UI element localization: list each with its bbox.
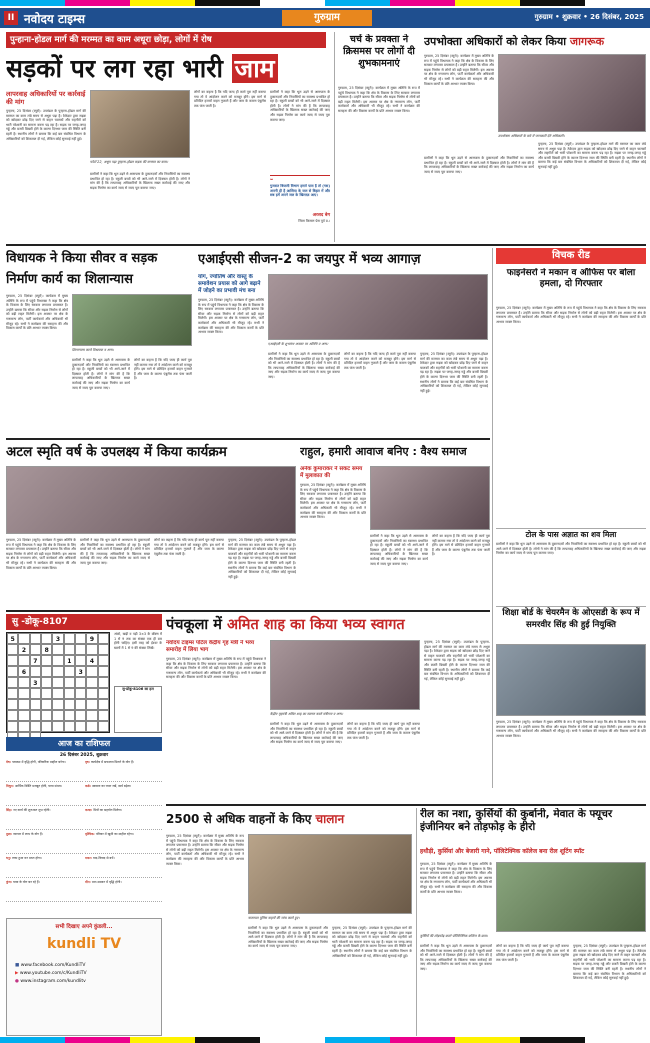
rashifal-sign-text: व्यापार में लाभ के योग हैं। bbox=[13, 832, 43, 836]
story9-body-col1: गुरुग्राम, 25 दिसंबर (ब्यूरो): कार्यक्रम में मुख्य अतिथि के रूप में पहुंचे विधायक ने कहा कि क्षेत्र के विकास के लिए सरकार लगातार प्रयासरत है। उन्होंने बताया कि सीवर और सड़क निर्माण से लोगों को बड़ी राहत मिलेगी। इस अवसर पर क्षेत्र के गणमान्य लोग, पार्टी कार्यकर्ता और अधिकारी भी मौजूद रहे। सभी ने कार्यक्रम की सराहना की और विकास कार्यों के प्रति आभार व्यक्त किया। bbox=[166, 657, 266, 680]
ad-link-facebook[interactable] bbox=[15, 962, 161, 970]
story7-photo bbox=[370, 466, 490, 530]
sudoku-cell bbox=[98, 633, 109, 644]
rashifal-sign-name: सिंह: bbox=[6, 808, 14, 812]
sudoku-cell bbox=[18, 688, 29, 699]
sudoku-cell bbox=[98, 721, 109, 732]
sudoku-cell: 1 bbox=[64, 655, 75, 666]
sudoku-cell bbox=[18, 710, 29, 721]
story3-photo-caption: उपभोक्ता अधिकारों के बारे में जानकारी देते अधिकारी। bbox=[498, 134, 565, 138]
sudoku-cell bbox=[7, 710, 18, 721]
story5-subhead: योग, ज्योतिष और वास्तु के समावेशन प्रयास को आगे बढ़ाने में जोड़ने का प्रभावी मंच बना bbox=[198, 274, 261, 294]
rashifal-sign-text: वाद-विवाद से बचें। bbox=[93, 856, 115, 860]
rashifal-sign-name: तुला: bbox=[6, 832, 14, 836]
sudoku-cell bbox=[98, 710, 109, 721]
story2-headline: चर्च के प्रवक्ता ने क्रिसमस पर लोगों दी शुभकामनाएं bbox=[343, 34, 415, 69]
sudoku-cell bbox=[7, 721, 18, 732]
story1-body-col4: ग्रामीणों ने कहा कि धूल उड़ने से आसपास के दुकानदारों और निवासियों का स्वास्थ्य प्रभावित हो रहा है। स्कूली बच्चों को भी आने-जाने में दिक्कत होती है। लोगों ने मांग की है कि लापरवाह अधिकारियों के खिलाफ सख्त कार्रवाई की जाए और सड़क निर्माण का कार्य जल्द से जल्द पूरा कराया जाए। bbox=[270, 90, 330, 122]
story8-body: गुरुग्राम, 25 दिसंबर (ब्यूरो): कार्यक्रम में मुख्य अतिथि के रूप में पहुंचे विधायक ने कहा कि क्षेत्र के विकास के लिए सरकार लगातार प्रयासरत है। उन्होंने बताया कि सीवर और सड़क निर्माण से लोगों को बड़ी राहत मिलेगी। इस अवसर पर क्षेत्र के गणमान्य लोग, पार्टी कार्यकर्ता और अधिकारी भी मौजूद रहे। सभी ने कार्यक्रम की सराहना की और विकास कार्यों के प्रति आभार व्यक्त किया। bbox=[496, 720, 646, 738]
story10-body-col3: पुन्हाना, 25 दिसंबर (ब्यूरो): उपमंडल के पुन्हाना-होडल मार्ग की मरम्मत का काम लंबे समय से अधूरा पड़ा है। ठेकेदार द्वारा सड़क को खोदकर छोड़ दिए जाने से वाहन चालकों और राहगीरों को भारी परेशानी का सामना करना पड़ रहा है। सड़क पर जगह-जगह गड्ढे और बजरी बिखरी होने के कारण दिनभर जाम की स्थिति बनी रहती है। स्थानीय लोगों ने बताया कि कई बार संबंधित विभाग के अधिकारियों को शिकायत दी गई, लेकिन कोई सुनवाई नहीं हुई। bbox=[332, 926, 412, 958]
rashifal-sign bbox=[6, 784, 83, 806]
story5-photo bbox=[268, 274, 488, 340]
youtube-icon: ▶ bbox=[15, 971, 19, 976]
sudoku-cell bbox=[64, 666, 75, 677]
col-divider-bottom bbox=[416, 808, 417, 1036]
sudoku-cell bbox=[86, 710, 97, 721]
rashifal-sign-name: कुंभ: bbox=[6, 880, 14, 884]
sudoku-cell bbox=[75, 633, 86, 644]
masthead-bar bbox=[0, 8, 650, 28]
ad-brand-logo: kundli TV bbox=[46, 936, 122, 952]
sudoku-cell bbox=[7, 644, 18, 655]
facebook-icon: ■ bbox=[15, 963, 20, 968]
sudoku-cell bbox=[18, 699, 29, 710]
story9-body-col2: ग्रामीणों ने कहा कि धूल उड़ने से आसपास के दुकानदारों और निवासियों का स्वास्थ्य प्रभावित हो रहा है। स्कूली बच्चों को भी आने-जाने में दिक्कत होती है। लोगों ने मांग की है कि लापरवाह अधिकारियों के खिलाफ सख्त कार्रवाई की जाए और सड़क निर्माण का कार्य जल्द से जल्द पूरा कराया जाए। bbox=[270, 722, 343, 745]
story11-body-col1: गुरुग्राम, 25 दिसंबर (ब्यूरो): कार्यक्रम में मुख्य अतिथि के रूप में पहुंचे विधायक ने कहा कि क्षेत्र के विकास के लिए सरकार लगातार प्रयासरत है। उन्होंने बताया कि सीवर और सड़क निर्माण से लोगों को बड़ी राहत मिलेगी। इस अवसर पर क्षेत्र के गणमान्य लोग, पार्टी कार्यकर्ता और अधिकारी भी मौजूद रहे। सभी ने कार्यक्रम की सराहना की और विकास कार्यों के प्रति आभार व्यक्त किया। bbox=[420, 862, 492, 894]
row-divider-2 bbox=[6, 438, 490, 440]
rashifal-sign bbox=[6, 760, 83, 782]
col-divider bbox=[334, 32, 335, 242]
story10-body-col2: ग्रामीणों ने कहा कि धूल उड़ने से आसपास के दुकानदारों और निवासियों का स्वास्थ्य प्रभावित हो रहा है। स्कूली बच्चों को भी आने-जाने में दिक्कत होती है। लोगों ने मांग की है कि लापरवाह अधिकारियों के खिलाफ सख्त कार्रवाई की जाए और सड़क निर्माण का कार्य जल्द से जल्द पूरा कराया जाए। bbox=[248, 926, 328, 949]
story10-headline-main: 2500 से अधिक वाहनों के किए bbox=[166, 812, 316, 826]
sudoku-cell bbox=[98, 644, 109, 655]
rashifal-sign-text: मान-सम्मान में वृद्धि होगी। bbox=[91, 880, 122, 884]
sudoku-title: सु -डोकू-8107 bbox=[6, 614, 162, 630]
sudoku-cell bbox=[18, 677, 29, 688]
rashifal-sign-name: धनु: bbox=[6, 856, 13, 860]
rashifal-sign-name: मीन: bbox=[85, 880, 92, 884]
story9-headline bbox=[166, 614, 490, 636]
story6-headline: अटल स्मृति वर्ष के उपलक्ष्य में किया कार्यक्रम bbox=[6, 444, 227, 460]
col-divider-right bbox=[492, 248, 493, 788]
sudoku-cell bbox=[86, 644, 97, 655]
sudoku-cell: 3 bbox=[75, 666, 86, 677]
story3-headline bbox=[424, 34, 646, 50]
story5-photo-caption: एआईएसी के शुभारंभ अवसर पर अतिथि व अन्य। bbox=[268, 342, 329, 346]
story10-body-col1: गुरुग्राम, 25 दिसंबर (ब्यूरो): कार्यक्रम में मुख्य अतिथि के रूप में पहुंचे विधायक ने कहा कि क्षेत्र के विकास के लिए सरकार लगातार प्रयासरत है। उन्होंने बताया कि सीवर और सड़क निर्माण से लोगों को बड़ी राहत मिलेगी। इस अवसर पर क्षेत्र के गणमान्य लोग, पार्टी कार्यकर्ता और अधिकारी भी मौजूद रहे। सभी ने कार्यक्रम की सराहना की और विकास कार्यों के प्रति आभार व्यक्त किया। bbox=[166, 834, 244, 866]
sudoku-cell bbox=[7, 688, 18, 699]
rashifal-sign-text: यात्रा के योग बन रहे हैं। bbox=[13, 880, 40, 884]
sudoku-cell bbox=[98, 655, 109, 666]
rashifal-date: 26 दिसंबर 2025, शुक्रवार bbox=[59, 753, 109, 758]
story1-quote-box bbox=[270, 175, 330, 237]
sudoku-cell bbox=[98, 666, 109, 677]
rashifal-sign bbox=[6, 832, 83, 854]
story1-body-col2: ग्रामीणों ने कहा कि धूल उड़ने से आसपास के दुकानदारों और निवासियों का स्वास्थ्य प्रभावित हो रहा है। स्कूली बच्चों को भी आने-जाने में दिक्कत होती है। लोगों ने मांग की है कि लापरवाह अधिकारियों के खिलाफ सख्त कार्रवाई की जाए और सड़क निर्माण का कार्य जल्द से जल्द पूरा कराया जाए। bbox=[90, 172, 190, 190]
story3-body-col3: पुन्हाना, 25 दिसंबर (ब्यूरो): उपमंडल के पुन्हाना-होडल मार्ग की मरम्मत का काम लंबे समय से अधूरा पड़ा है। ठेकेदार द्वारा सड़क को खोदकर छोड़ दिए जाने से वाहन चालकों और राहगीरों को भारी परेशानी का सामना करना पड़ रहा है। सड़क पर जगह-जगह गड्ढे और बजरी बिखरी होने के कारण दिनभर जाम की स्थिति बनी रहती है। स्थानीय लोगों ने बताया कि कई बार संबंधित विभाग के अधिकारियों को शिकायत दी गई, लेकिन कोई सुनवाई नहीं हुई। bbox=[538, 142, 646, 169]
sudoku-cell: 5 bbox=[7, 633, 18, 644]
story4-headline: विधायक ने किया सीवर व सड़क निर्माण कार्य का शिलान्यास bbox=[6, 251, 158, 287]
story11-body-col3: लोगों का कहना है कि यदि जल्द ही कार्य पूरा नहीं कराया गया तो वे आंदोलन करने को मजबूर होंगे। इस मार्ग से प्रतिदिन हजारों वाहन गुजरते हैं और जाम के कारण एंबुलेंस तक फंस जाती है। bbox=[496, 944, 569, 962]
sudoku-cell bbox=[18, 633, 29, 644]
story6-body-col3: लोगों का कहना है कि यदि जल्द ही कार्य पूरा नहीं कराया गया तो वे आंदोलन करने को मजबूर होंगे। इस मार्ग से प्रतिदिन हजारों वाहन गुजरते हैं और जाम के कारण एंबुलेंस तक फंस जाती है। bbox=[154, 538, 224, 556]
story1-quote-role: जिला किसान प्रेस पूर्व प्र.। bbox=[298, 219, 330, 223]
instagram-icon: ● bbox=[15, 979, 19, 984]
sudoku-cell bbox=[41, 699, 52, 710]
ad-links bbox=[7, 962, 161, 986]
sudoku-cell bbox=[30, 666, 41, 677]
story10-headline bbox=[166, 808, 412, 830]
sudoku-cell: 3 bbox=[30, 677, 41, 688]
story3-body-col1: गुरुग्राम, 25 दिसंबर (ब्यूरो): कार्यक्रम में मुख्य अतिथि के रूप में पहुंचे विधायक ने कहा कि क्षेत्र के विकास के लिए सरकार लगातार प्रयासरत है। उन्होंने बताया कि सीवर और सड़क निर्माण से लोगों को बड़ी राहत मिलेगी। इस अवसर पर क्षेत्र के गणमान्य लोग, पार्टी कार्यकर्ता और अधिकारी भी मौजूद रहे। सभी ने कार्यक्रम की सराहना की और विकास कार्यों के प्रति आभार व्यक्त किया। bbox=[424, 54, 494, 86]
row-divider-3 bbox=[6, 610, 490, 612]
rashifal-sign bbox=[6, 880, 83, 902]
rashifal-sign bbox=[85, 784, 162, 806]
quote-mark-icon: ❝ bbox=[270, 178, 273, 184]
sudoku-cell bbox=[64, 710, 75, 721]
sudoku-cell bbox=[86, 721, 97, 732]
sudoku-cell bbox=[41, 655, 52, 666]
vichak-sub-body: ग्रामीणों ने कहा कि धूल उड़ने से आसपास के दुकानदारों और निवासियों का स्वास्थ्य प्रभावित हो रहा है। स्कूली बच्चों को भी आने-जाने में दिक्कत होती है। लोगों ने मांग की है कि लापरवाह अधिकारियों के खिलाफ सख्त कार्रवाई की जाए और सड़क निर्माण का कार्य जल्द से जल्द पूरा कराया जाए। bbox=[496, 542, 646, 556]
story5-headline: एआईएसी सीजन-2 का जयपुर में भव्य आगाज़ bbox=[198, 252, 421, 267]
story4-photo-caption: शिलान्यास करते विधायक व अन्य। bbox=[72, 348, 114, 352]
ad-link-youtube[interactable] bbox=[15, 970, 161, 978]
story9-subhead: नवोदय टाइम्स पोर्टल केंद्रीय गृह मंत्री ने भव्य समारोह में लिया भाग bbox=[166, 640, 255, 653]
vichak-sub-headline: टोल के पास अज्ञात का शव मिला bbox=[496, 528, 646, 540]
story7-left-col bbox=[300, 466, 366, 606]
sudoku-grid bbox=[6, 632, 110, 733]
sudoku-cell bbox=[64, 699, 75, 710]
sudoku-cell bbox=[75, 677, 86, 688]
sudoku-cell bbox=[86, 699, 97, 710]
sudoku-cell: 9 bbox=[86, 633, 97, 644]
story1-col1 bbox=[6, 90, 86, 240]
sudoku-cell bbox=[7, 655, 18, 666]
vichak-body: गुरुग्राम, 25 दिसंबर (ब्यूरो): कार्यक्रम में मुख्य अतिथि के रूप में पहुंचे विधायक ने कहा कि क्षेत्र के विकास के लिए सरकार लगातार प्रयासरत है। उन्होंने बताया कि सीवर और सड़क निर्माण से लोगों को बड़ी राहत मिलेगी। इस अवसर पर क्षेत्र के गणमान्य लोग, पार्टी कार्यकर्ता और अधिकारी भी मौजूद रहे। सभी ने कार्यक्रम की सराहना की और विकास कार्यों के प्रति आभार व्यक्त किया। bbox=[496, 306, 646, 324]
story6-body-col1: गुरुग्राम, 25 दिसंबर (ब्यूरो): कार्यक्रम में मुख्य अतिथि के रूप में पहुंचे विधायक ने कहा कि क्षेत्र के विकास के लिए सरकार लगातार प्रयासरत है। उन्होंने बताया कि सीवर और सड़क निर्माण से लोगों को बड़ी राहत मिलेगी। इस अवसर पर क्षेत्र के गणमान्य लोग, पार्टी कार्यकर्ता और अधिकारी भी मौजूद रहे। सभी ने कार्यक्रम की सराहना की और विकास कार्यों के प्रति आभार व्यक्त किया। bbox=[6, 538, 76, 570]
sudoku-cell bbox=[52, 644, 63, 655]
rashifal-sign-name: वृष: bbox=[85, 760, 91, 764]
sudoku-cell bbox=[64, 633, 75, 644]
sudoku-cell bbox=[75, 710, 86, 721]
story7-headline: राहुल, हमारी आवाज बनिए : वैश्य समाज bbox=[300, 445, 467, 458]
vichak-headline: फाइनेंसरों ने मकान व ऑफिस पर बोला हमला, दो गिरफ्तार bbox=[506, 268, 636, 289]
ad-link-instagram[interactable] bbox=[15, 978, 161, 986]
story1-subhead: लापरवाह अधिकारियों पर कार्रवाई की मांग bbox=[6, 90, 86, 106]
rashifal-sign-text: मित्रों का सहयोग मिलेगा। bbox=[93, 808, 123, 812]
story8-photo bbox=[496, 644, 646, 716]
ad-link-youtube-text: www.youtube.com/c/KundliTV bbox=[19, 971, 87, 976]
story11-photo bbox=[496, 862, 646, 932]
rashifal-sign-name: मेष: bbox=[6, 760, 13, 764]
sudoku-cell bbox=[52, 655, 63, 666]
rashifal-sign bbox=[85, 856, 162, 878]
rashifal-title: आज का राशिफल bbox=[6, 737, 162, 751]
story1-headline bbox=[6, 52, 330, 86]
story9-body-col3: लोगों का कहना है कि यदि जल्द ही कार्य पूरा नहीं कराया गया तो वे आंदोलन करने को मजबूर होंगे। इस मार्ग से प्रतिदिन हजारों वाहन गुजरते हैं और जाम के कारण एंबुलेंस तक फंस जाती है। bbox=[347, 722, 420, 740]
story11-body-col2: ग्रामीणों ने कहा कि धूल उड़ने से आसपास के दुकानदारों और निवासियों का स्वास्थ्य प्रभावित हो रहा है। स्कूली बच्चों को भी आने-जाने में दिक्कत होती है। लोगों ने मांग की है कि लापरवाह अधिकारियों के खिलाफ सख्त कार्रवाई की जाए और सड़क निर्माण का कार्य जल्द से जल्द पूरा कराया जाए। bbox=[420, 944, 492, 971]
rashifal-sign-text: कार्यक्षेत्र में सफलता मिलने के योग हैं। bbox=[91, 760, 135, 764]
story7-body-col1: गुरुग्राम, 25 दिसंबर (ब्यूरो): कार्यक्रम में मुख्य अतिथि के रूप में पहुंचे विधायक ने कहा कि क्षेत्र के विकास के लिए सरकार लगातार प्रयासरत है। उन्होंने बताया कि सीवर और सड़क निर्माण से लोगों को बड़ी राहत मिलेगी। इस अवसर पर क्षेत्र के गणमान्य लोग, पार्टी कार्यकर्ता और अधिकारी भी मौजूद रहे। सभी ने कार्यक्रम की सराहना की और विकास कार्यों के प्रति आभार व्यक्त किया। bbox=[300, 483, 366, 520]
story9-left-col bbox=[166, 640, 266, 800]
story11-subhead: हथौड़ी, कुर्सियां और बेजारी गाने, पॉलिटेक्निक कॉलेज बना रील शूटिंग स्पॉट bbox=[420, 848, 585, 855]
rashifal-sign bbox=[85, 880, 162, 902]
sudoku-cell bbox=[52, 677, 63, 688]
sudoku-cell bbox=[75, 699, 86, 710]
sudoku-cell bbox=[41, 677, 52, 688]
story10-photo-caption: यातायात पुलिस वाहनों की जांच करते हुए। bbox=[248, 916, 300, 920]
rashifal-sign-text: पराक्रम में वृद्धि होगी, परिवारिक माहौल बनेगा। bbox=[12, 760, 66, 764]
story4-body-col2: ग्रामीणों ने कहा कि धूल उड़ने से आसपास के दुकानदारों और निवासियों का स्वास्थ्य प्रभावित हो रहा है। स्कूली बच्चों को भी आने-जाने में दिक्कत होती है। लोगों ने मांग की है कि लापरवाह अधिकारियों के खिलाफ सख्त कार्रवाई की जाए और सड़क निर्माण का कार्य जल्द से जल्द पूरा कराया जाए। bbox=[72, 358, 130, 390]
story1-photo bbox=[90, 90, 190, 158]
sudoku-cell bbox=[52, 721, 63, 732]
story3-photo bbox=[498, 54, 646, 132]
sudoku-cell bbox=[30, 699, 41, 710]
ad-link-facebook-text: www.facebook.com/KundliTV bbox=[20, 963, 86, 968]
sudoku-cell bbox=[18, 655, 29, 666]
sudoku-cell bbox=[30, 644, 41, 655]
sudoku-cell bbox=[64, 677, 75, 688]
sudoku-cell bbox=[75, 721, 86, 732]
sudoku-cell bbox=[52, 699, 63, 710]
story9-headline-highlight: अमित शाह का किया भव्य स्वागत bbox=[226, 617, 405, 633]
story2-body: गुरुग्राम, 25 दिसंबर (ब्यूरो): कार्यक्रम में मुख्य अतिथि के रूप में पहुंचे विधायक ने कहा कि क्षेत्र के विकास के लिए सरकार लगातार प्रयासरत है। उन्होंने बताया कि सीवर और सड़क निर्माण से लोगों को बड़ी राहत मिलेगी। इस अवसर पर क्षेत्र के गणमान्य लोग, पार्टी कार्यकर्ता और अधिकारी भी मौजूद रहे। सभी ने कार्यक्रम की सराहना की और विकास कार्यों के प्रति आभार व्यक्त किया। bbox=[338, 86, 420, 113]
sudoku-cell bbox=[7, 699, 18, 710]
story9-body-col4: पुन्हाना, 25 दिसंबर (ब्यूरो): उपमंडल के पुन्हाना-होडल मार्ग की मरम्मत का काम लंबे समय से अधूरा पड़ा है। ठेकेदार द्वारा सड़क को खोदकर छोड़ दिए जाने से वाहन चालकों और राहगीरों को भारी परेशानी का सामना करना पड़ रहा है। सड़क पर जगह-जगह गड्ढे और बजरी बिखरी होने के कारण दिनभर जाम की स्थिति बनी रहती है। स्थानीय लोगों ने बताया कि कई बार संबंधित विभाग के अधिकारियों को शिकायत दी गई, लेकिन कोई सुनवाई नहीं हुई। bbox=[424, 640, 490, 681]
sudoku-cell bbox=[41, 633, 52, 644]
sudoku-cell bbox=[86, 666, 97, 677]
story9-photo bbox=[270, 640, 420, 710]
sudoku-cell bbox=[41, 666, 52, 677]
sudoku-cell bbox=[18, 721, 29, 732]
rashifal-sign bbox=[85, 808, 162, 830]
sudoku-cell bbox=[64, 688, 75, 699]
sudoku-cell bbox=[30, 633, 41, 644]
story1-photo-caption: फोटो 22, अधूरा पड़ा पुन्हाना-होडल सड़क की मरम्मत का काम। bbox=[90, 160, 168, 164]
story1-quote-text: गुजरात बिजली विभाग हमारे पास है तो (गस) अपनी ही है आशिया के जल से बिहार में और सब हमें अपने जल के खिलाफ़ आए। bbox=[270, 184, 330, 198]
row-divider-4 bbox=[166, 804, 646, 806]
sudoku-cell bbox=[52, 710, 63, 721]
rashifal-sign bbox=[6, 856, 83, 878]
sudoku-cell: 7 bbox=[30, 655, 41, 666]
sudoku-cell: 2 bbox=[18, 644, 29, 655]
rashifal-sign-text: रुका हुआ धन प्राप्त होगा। bbox=[12, 856, 42, 860]
story5-body-col4: पुन्हाना, 25 दिसंबर (ब्यूरो): उपमंडल के पुन्हाना-होडल मार्ग की मरम्मत का काम लंबे समय से अधूरा पड़ा है। ठेकेदार द्वारा सड़क को खोदकर छोड़ दिए जाने से वाहन चालकों और राहगीरों को भारी परेशानी का सामना करना पड़ रहा है। सड़क पर जगह-जगह गड्ढे और बजरी बिखरी होने के कारण दिनभर जाम की स्थिति बनी रहती है। स्थानीय लोगों ने बताया कि कई बार संबंधित विभाग के अधिकारियों को शिकायत दी गई, लेकिन कोई सुनवाई नहीं हुई। bbox=[420, 352, 488, 393]
sudoku-cell bbox=[30, 721, 41, 732]
story11-photo-caption: कुर्सियों की तोड़फोड़ करते पॉलिटेक्निक कॉलेज के छात्र। bbox=[420, 934, 488, 938]
sudoku-rules: अंको, खड़ी व पड़ी 3×3 के बॉक्स में 1 से 9 तक का संख्या एक ही बार होनी चाहिए। इसी तरह को ईश्वर के खानों में 1 से 9 की संख्या लिखें। bbox=[114, 632, 162, 650]
story11-body-col4: पुन्हाना, 25 दिसंबर (ब्यूरो): उपमंडल के पुन्हाना-होडल मार्ग की मरम्मत का काम लंबे समय से अधूरा पड़ा है। ठेकेदार द्वारा सड़क को खोदकर छोड़ दिए जाने से वाहन चालकों और राहगीरों को भारी परेशानी का सामना करना पड़ रहा है। सड़क पर जगह-जगह गड्ढे और बजरी बिखरी होने के कारण दिनभर जाम की स्थिति बनी रहती है। स्थानीय लोगों ने बताया कि कई बार संबंधित विभाग के अधिकारियों को शिकायत दी गई, लेकिन कोई सुनवाई नहीं हुई। bbox=[573, 944, 646, 981]
rashifal-sign bbox=[85, 760, 162, 782]
sudoku-cell bbox=[64, 644, 75, 655]
story5-body-col1: गुरुग्राम, 25 दिसंबर (ब्यूरो): कार्यक्रम में मुख्य अतिथि के रूप में पहुंचे विधायक ने कहा कि क्षेत्र के विकास के लिए सरकार लगातार प्रयासरत है। उन्होंने बताया कि सीवर और सड़क निर्माण से लोगों को बड़ी राहत मिलेगी। इस अवसर पर क्षेत्र के गणमान्य लोग, पार्टी कार्यकर्ता और अधिकारी भी मौजूद रहे। सभी ने कार्यक्रम की सराहना की और विकास कार्यों के प्रति आभार व्यक्त किया। bbox=[198, 298, 264, 335]
sudoku-cell: 3 bbox=[52, 633, 63, 644]
story1-headline-main: सड़कों पर लग रहा भारी bbox=[6, 54, 232, 83]
rashifal-sign-name: कन्या: bbox=[85, 808, 94, 812]
registration-strip-top bbox=[0, 0, 650, 6]
rashifal-sign-text: नए कार्य की शुरुआत शुभ रहेगी। bbox=[13, 808, 51, 812]
issue-date: गुरुग्राम • शुक्रवार • 26 दिसंबर, 2025 bbox=[534, 13, 644, 21]
rashifal-sign-text: स्वास्थ्य का ध्यान रखें, खर्च बढ़ेगा। bbox=[92, 784, 132, 788]
story6-photo bbox=[6, 466, 296, 534]
sudoku-cell: 8 bbox=[41, 644, 52, 655]
sudoku-cell bbox=[41, 721, 52, 732]
sudoku-cell bbox=[75, 655, 86, 666]
sudoku-cell: 4 bbox=[86, 655, 97, 666]
sudoku-cell bbox=[30, 688, 41, 699]
story1-headline-highlight: जाम bbox=[232, 54, 278, 83]
story11-headline: रील का नशा, कुर्सियों की कुर्बानी, मेवात के फ्यूचर इंजीनियर बने तोड़फोड़ के हीरो bbox=[420, 808, 613, 833]
page-number: II bbox=[4, 11, 18, 25]
rashifal-grid bbox=[6, 760, 162, 902]
sudoku-answer bbox=[114, 686, 162, 733]
sudoku-cell bbox=[98, 688, 109, 699]
story9-headline-main: पंचकूला में bbox=[166, 617, 227, 633]
story1-kicker: पुन्हाना-होडल मार्ग की मरम्मत का काम अधूरा छोड़ा, लोगों में रोष bbox=[6, 32, 326, 48]
section-name: गुरुग्राम bbox=[282, 10, 372, 26]
vichak-label: विचक रीड bbox=[496, 248, 646, 264]
sudoku-cell bbox=[98, 677, 109, 688]
story6-body-col4: पुन्हाना, 25 दिसंबर (ब्यूरो): उपमंडल के पुन्हाना-होडल मार्ग की मरम्मत का काम लंबे समय से अधूरा पड़ा है। ठेकेदार द्वारा सड़क को खोदकर छोड़ दिए जाने से वाहन चालकों और राहगीरों को भारी परेशानी का सामना करना पड़ रहा है। सड़क पर जगह-जगह गड्ढे और बजरी बिखरी होने के कारण दिनभर जाम की स्थिति बनी रहती है। स्थानीय लोगों ने बताया कि कई बार संबंधित विभाग के अधिकारियों को शिकायत दी गई, लेकिन कोई सुनवाई नहीं हुई। bbox=[228, 538, 296, 579]
rashifal-sign-text: परिवार में खुशी का माहौल रहेगा। bbox=[95, 832, 134, 836]
story7-body-col3: लोगों का कहना है कि यदि जल्द ही कार्य पूरा नहीं कराया गया तो वे आंदोलन करने को मजबूर होंगे। इस मार्ग से प्रतिदिन हजारों वाहन गुजरते हैं और जाम के कारण एंबुलेंस तक फंस जाती है। bbox=[432, 534, 490, 557]
sudoku-cell bbox=[30, 710, 41, 721]
kundli-ad bbox=[6, 918, 162, 1036]
story9-photo-caption: केंद्रीय गृहमंत्री अमित शाह का स्वागत करते मंत्रीगण व अन्य। bbox=[270, 712, 344, 716]
story1-body-col1: पुन्हाना, 25 दिसंबर (ब्यूरो): उपमंडल के पुन्हाना-होडल मार्ग की मरम्मत का काम लंबे समय से अधूरा पड़ा है। ठेकेदार द्वारा सड़क को खोदकर छोड़ दिए जाने से वाहन चालकों और राहगीरों को भारी परेशानी का सामना करना पड़ रहा है। सड़क पर जगह-जगह गड्ढे और बजरी बिखरी होने के कारण दिनभर जाम की स्थिति बनी रहती है। स्थानीय लोगों ने बताया कि कई बार संबंधित विभाग के अधिकारियों को शिकायत दी गई, लेकिन कोई सुनवाई नहीं हुई। bbox=[6, 109, 86, 141]
rashifal-sign-name: मकर: bbox=[85, 856, 94, 860]
sudoku-cell bbox=[7, 677, 18, 688]
story8-headline: शिक्षा बोर्ड के चेयरमैन के ओएसडी के रूप में समरवीर सिंह की हुई नियुक्ति bbox=[496, 606, 646, 642]
story7-body-col2: ग्रामीणों ने कहा कि धूल उड़ने से आसपास के दुकानदारों और निवासियों का स्वास्थ्य प्रभावित हो रहा है। स्कूली बच्चों को भी आने-जाने में दिक्कत होती है। लोगों ने मांग की है कि लापरवाह अधिकारियों के खिलाफ सख्त कार्रवाई की जाए और सड़क निर्माण का कार्य जल्द से जल्द पूरा कराया जाए। bbox=[370, 534, 428, 566]
sudoku-cell bbox=[41, 710, 52, 721]
rashifal-sign bbox=[6, 808, 83, 830]
story5-body-col3: लोगों का कहना है कि यदि जल्द ही कार्य पूरा नहीं कराया गया तो वे आंदोलन करने को मजबूर होंगे। इस मार्ग से प्रतिदिन हजारों वाहन गुजरते हैं और जाम के कारण एंबुलेंस तक फंस जाती है। bbox=[344, 352, 416, 370]
registration-strip-bottom bbox=[0, 1037, 650, 1043]
ad-link-instagram-text: www.instagram.com/kundlitv bbox=[20, 979, 86, 984]
story1-body-col3: लोगों का कहना है कि यदि जल्द ही कार्य पूरा नहीं कराया गया तो वे आंदोलन करने को मजबूर होंगे। इस मार्ग से प्रतिदिन हजारों वाहन गुजरते हैं और जाम के कारण एंबुलेंस तक फंस जाती है। bbox=[194, 90, 266, 108]
rashifal-sign-name: कर्क: bbox=[85, 784, 93, 788]
sudoku-answer-label: सु-डोकू-8106 का हल bbox=[122, 687, 154, 691]
rashifal-sign-name: मिथुन: bbox=[6, 784, 15, 788]
rashifal-sign-name: वृश्चिक: bbox=[85, 832, 96, 836]
story5-left-col bbox=[198, 274, 264, 434]
story4-photo bbox=[72, 294, 192, 346]
sudoku-cell bbox=[98, 699, 109, 710]
sudoku-cell bbox=[52, 688, 63, 699]
ad-title: सभी दिखाए अपने कुंडली... bbox=[55, 924, 113, 930]
row-divider-1 bbox=[6, 244, 646, 246]
sudoku-cell bbox=[86, 677, 97, 688]
sudoku-cell bbox=[7, 666, 18, 677]
story6-body-col2: ग्रामीणों ने कहा कि धूल उड़ने से आसपास के दुकानदारों और निवासियों का स्वास्थ्य प्रभावित हो रहा है। स्कूली बच्चों को भी आने-जाने में दिक्कत होती है। लोगों ने मांग की है कि लापरवाह अधिकारियों के खिलाफ सख्त कार्रवाई की जाए और सड़क निर्माण का कार्य जल्द से जल्द पूरा कराया जाए। bbox=[80, 538, 150, 565]
story7-subhead: अनेक कुमाराकर ने संकट समय में मुलाकात की bbox=[300, 466, 363, 479]
story3-headline-highlight: जागरूक bbox=[569, 35, 605, 48]
paper-name: नवोदय टाइम्स bbox=[24, 12, 86, 26]
rashifal-sign bbox=[85, 832, 162, 854]
story3-headline-main: उपभोक्ता अधिकारों को लेकर किया bbox=[424, 35, 570, 48]
story4-body-col1: गुरुग्राम, 25 दिसंबर (ब्यूरो): कार्यक्रम में मुख्य अतिथि के रूप में पहुंचे विधायक ने कहा कि क्षेत्र के विकास के लिए सरकार लगातार प्रयासरत है। उन्होंने बताया कि सीवर और सड़क निर्माण से लोगों को बड़ी राहत मिलेगी। इस अवसर पर क्षेत्र के गणमान्य लोग, पार्टी कार्यकर्ता और अधिकारी भी मौजूद रहे। सभी ने कार्यक्रम की सराहना की और विकास कार्यों के प्रति आभार व्यक्त किया। bbox=[6, 294, 68, 331]
sudoku-cell bbox=[41, 688, 52, 699]
sudoku-cell bbox=[75, 644, 86, 655]
story10-photo bbox=[248, 834, 412, 914]
story10-headline-highlight: चालान bbox=[315, 812, 345, 826]
rashifal-sign-text: आर्थिक स्थिति मजबूत होगी, यात्रा संभव। bbox=[14, 784, 62, 788]
story1-quote-by: अरशद बेग bbox=[312, 213, 330, 218]
sudoku-cell bbox=[64, 721, 75, 732]
sudoku-cell bbox=[52, 666, 63, 677]
story5-body-col2: ग्रामीणों ने कहा कि धूल उड़ने से आसपास के दुकानदारों और निवासियों का स्वास्थ्य प्रभावित हो रहा है। स्कूली बच्चों को भी आने-जाने में दिक्कत होती है। लोगों ने मांग की है कि लापरवाह अधिकारियों के खिलाफ सख्त कार्रवाई की जाए और सड़क निर्माण का कार्य जल्द से जल्द पूरा कराया जाए। bbox=[268, 352, 340, 379]
story3-body-col2: ग्रामीणों ने कहा कि धूल उड़ने से आसपास के दुकानदारों और निवासियों का स्वास्थ्य प्रभावित हो रहा है। स्कूली बच्चों को भी आने-जाने में दिक्कत होती है। लोगों ने मांग की है कि लापरवाह अधिकारियों के खिलाफ सख्त कार्रवाई की जाए और सड़क निर्माण का कार्य जल्द से जल्द पूरा कराया जाए। bbox=[424, 156, 534, 174]
story4-body-col3: लोगों का कहना है कि यदि जल्द ही कार्य पूरा नहीं कराया गया तो वे आंदोलन करने को मजबूर होंगे। इस मार्ग से प्रतिदिन हजारों वाहन गुजरते हैं और जाम के कारण एंबुलेंस तक फंस जाती है। bbox=[134, 358, 192, 381]
sudoku-cell bbox=[75, 688, 86, 699]
sudoku-cell: 6 bbox=[18, 666, 29, 677]
sudoku-cell bbox=[86, 688, 97, 699]
